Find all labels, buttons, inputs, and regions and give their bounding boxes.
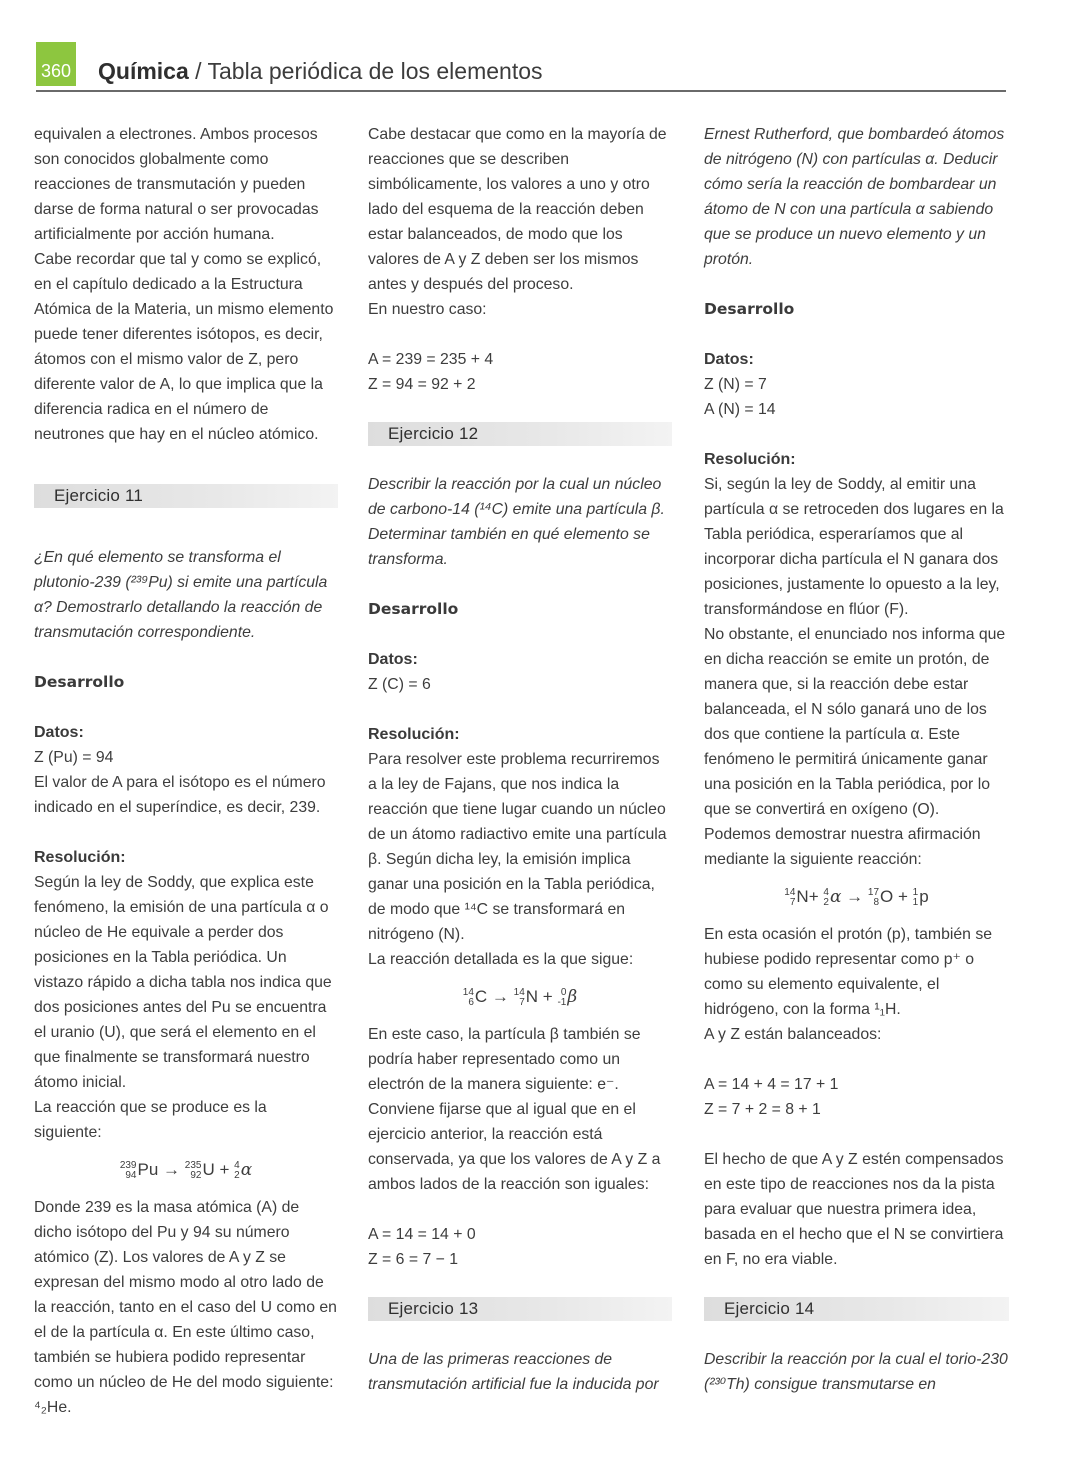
paragraph: Conviene fijarse que al igual que en el ejercicio anterior, la reacción está conservada, ya que los valores de A y Z a ambos lados de la reacción son iguales: (368, 1101, 661, 1193)
paragraph: Según la ley de Soddy, que explica este fenómeno, la emisión de una partícula α o núcleo de He equivale a perder dos posiciones en la Tabla periódica. Un vistazo rápido a dicha tabla nos indica que dos posiciones antes del Pu se encuentra el uranio (U), que será el elemento en el que finalmente se transformará nuestro átomo inicial. (34, 874, 332, 1091)
element-symbol: C (474, 987, 488, 1006)
header-chapter: / Tabla periódica de los elementos (188, 58, 543, 84)
equation-line: Z = 94 = 92 + 2 (368, 376, 476, 393)
desarrollo-heading: Desarrollo (368, 600, 459, 618)
atomic-number: -1 (557, 996, 567, 1008)
plus-sign: + (219, 1160, 230, 1179)
element-symbol: N (525, 987, 539, 1006)
atomic-number: 6 (468, 996, 474, 1008)
element-symbol: β (567, 987, 578, 1007)
page-number: 360 (40, 61, 72, 81)
exercise-statement: Describir la reacción por la cual un núcleo de carbono-14 (¹⁴C) emite una partícula β. Determinar también en qué elemento se transforma. (368, 476, 665, 568)
atomic-number: 7 (789, 896, 796, 908)
paragraph: En nuestro caso: (368, 301, 487, 318)
reaction-arrow: → (163, 1160, 181, 1179)
resolucion-heading: Resolución: (368, 726, 460, 743)
atomic-number: 2 (234, 1169, 240, 1181)
resolucion-heading: Resolución: (34, 849, 126, 866)
exercise-11-heading: Ejercicio 11 (34, 484, 338, 508)
atomic-number: 94 (125, 1169, 137, 1181)
plus-sign: + (897, 887, 908, 906)
mass-number: 239 (119, 1159, 137, 1171)
paragraph: El hecho de que A y Z estén compensados en este tipo de reacciones nos da la pista para evaluar que nuestra primera idea, basada en el hecho que el N se convirtiera en F, no era viable. (704, 1151, 1004, 1268)
reaction-arrow: → (846, 887, 864, 906)
mass-number: 1 (912, 886, 919, 898)
equation-line: Z = 6 = 7 − 1 (368, 1251, 459, 1268)
mass-number: 4 (823, 886, 829, 898)
paragraph: Para resolver este problema recurriremos a la ley de Fajans, que nos indica la reacción que tiene lugar cuando un núcleo de un átomo radiactivo emite una partícula β. Según dicha ley, la emisión implica ganar una posición en la Tabla periódica, de modo que ¹⁴C se transformará en nitrógeno (N). (368, 751, 667, 943)
paragraph: La reacción que se produce es la siguiente: (34, 1099, 267, 1141)
datos-line: Z (Pu) = 94 (34, 749, 114, 766)
exercise-14-heading: Ejercicio 14 (704, 1297, 1009, 1321)
paragraph: Si, según la ley de Soddy, al emitir una partícula α se retroceden dos lugares en la Tabla periódica, esperaríamos que al incorporar dicha partícula el N ganara dos posiciones, justamente lo opuesto a la ley, transformándose en flúor (F). (704, 476, 1004, 618)
mass-number: 17 (867, 886, 880, 898)
datos-heading: Datos: (368, 651, 418, 668)
datos-heading: Datos: (34, 724, 84, 741)
mass-number: 235 (184, 1159, 202, 1171)
paragraph: La reacción detallada es la que sigue: (368, 951, 634, 968)
atomic-number: 2 (823, 896, 829, 908)
paragraph: Cabe recordar que tal y como se explicó, en el capítulo dedicado a la Estructura Atómica de la Materia, un mismo elemento puede tener diferentes isótopos, es decir, átomos con el mismo valor de Z, pero diferente valor de A, lo que implica que la diferencia radica en el número de neutrones que hay en el núcleo atómico. (34, 251, 334, 443)
reaction-formula-c14 (368, 972, 672, 1022)
atomic-number: 92 (190, 1169, 202, 1181)
plus-sign: + (542, 987, 553, 1006)
equation-line: A = 239 = 235 + 4 (368, 351, 494, 368)
datos-line: El valor de A para el isótopo es el número indicado en el superíndice, es decir, 239. (34, 774, 326, 816)
exercise-statement: Describir la reacción por la cual el torio-230 (²³⁰Th) consigue transmutarse en (704, 1351, 1008, 1393)
datos-line: Z (C) = 6 (368, 676, 431, 693)
mass-number: 0 (560, 986, 567, 998)
element-symbol: O (880, 887, 894, 906)
paragraph: equivalen a electrones. Ambos procesos son conocidos globalmente como reacciones de transmutación y pueden darse de forma natural o ser provocadas artificialmente por acción humana. (34, 126, 319, 243)
datos-line: A (N) = 14 (704, 401, 776, 418)
header-divider (36, 90, 1006, 92)
element-symbol: p (919, 887, 929, 906)
page-number-badge (36, 42, 76, 86)
reaction-arrow: → (491, 987, 509, 1006)
column-2 (368, 122, 672, 1397)
column-1 (34, 122, 338, 1420)
paragraph: A y Z están balanceados: (704, 1026, 882, 1043)
equation-line: Z = 7 + 2 = 8 + 1 (704, 1101, 821, 1118)
mass-number: 4 (234, 1159, 240, 1171)
equation-line: A = 14 = 14 + 0 (368, 1226, 476, 1243)
paragraph: En esta ocasión el protón (p), también se hubiese podido representar como p⁺ o como su elemento equivalente, el hidrógeno, con la forma ¹₁H. (704, 926, 993, 1018)
atomic-number: 7 (519, 996, 525, 1008)
paragraph: Cabe destacar que como en la mayoría de reacciones que se describen simbólicamente, los valores a uno y otro lado del esquema de la reacción deben estar balanceados, de modo que los valores de A y Z deben ser los mismos antes y después del proceso. (368, 126, 667, 293)
paragraph: En este caso, la partícula β también se podría haber representado como un electrón de la manera siguiente: e⁻. (368, 1026, 641, 1093)
resolucion-heading: Resolución: (704, 451, 796, 468)
equation-line: A = 14 + 4 = 17 + 1 (704, 1076, 839, 1093)
exercise-statement: Una de las primeras reacciones de transmutación artificial fue la inducida por (368, 1351, 659, 1393)
exercise-12-heading: Ejercicio 12 (368, 422, 672, 446)
desarrollo-heading: Desarrollo (704, 300, 795, 318)
mass-number: 14 (462, 986, 474, 998)
element-symbol: N (796, 887, 809, 906)
mass-number: 14 (513, 986, 525, 998)
column-3 (704, 122, 1009, 1397)
element-symbol: α (829, 887, 842, 907)
desarrollo-heading: Desarrollo (34, 673, 125, 691)
mass-number: 14 (784, 886, 796, 898)
reaction-formula-pu (34, 1145, 338, 1195)
exercise-statement: ¿En qué elemento se transforma el plutonio-239 (²³⁹Pu) si emite una partícula α? Demostrarlo detallando la reacción de transmutación correspondiente. (34, 549, 328, 641)
datos-line: Z (N) = 7 (704, 376, 767, 393)
element-symbol: α (240, 1160, 253, 1180)
plus-sign: + (808, 887, 819, 906)
atomic-number: 8 (873, 896, 880, 908)
atomic-number: 1 (912, 896, 919, 908)
exercise-13-heading: Ejercicio 13 (368, 1297, 672, 1321)
exercise-statement: Ernest Rutherford, que bombardeó átomos de nitrógeno (N) con partículas α. Deducir cómo sería la reacción de bombardear un átomo de N con una partícula α sabiendo que se produce un nuevo elemento y un protón. (704, 126, 1005, 268)
paragraph: No obstante, el enunciado nos informa que en dicha reacción se emite un protón, de manera que, si la reacción debe estar balanceada, el N sólo ganará uno de los dos que contiene la partícula α. Este fenómeno le permitirá únicamente ganar una posición en la Tabla periódica, por lo que se convertirá en oxígeno (O). Podemos demostrar nuestra afirmación mediante la siguiente reacción: (704, 626, 1006, 868)
element-symbol: U (202, 1160, 215, 1179)
datos-heading: Datos: (704, 351, 754, 368)
reaction-formula-n14 (704, 872, 1009, 922)
paragraph: Donde 239 es la masa atómica (A) de dicho isótopo del Pu y 94 su número atómico (Z). Los valores de A y Z se expresan del mismo modo al otro lado de la reacción, tanto en el caso del U como en el de la partícula α. En este último caso, también se hubiera podido representar como un núcleo de He del modo siguiente: ⁴₂He. (34, 1199, 337, 1416)
page-header-title (98, 58, 543, 85)
element-symbol: Pu (137, 1160, 159, 1179)
header-subject: Química (98, 58, 189, 84)
